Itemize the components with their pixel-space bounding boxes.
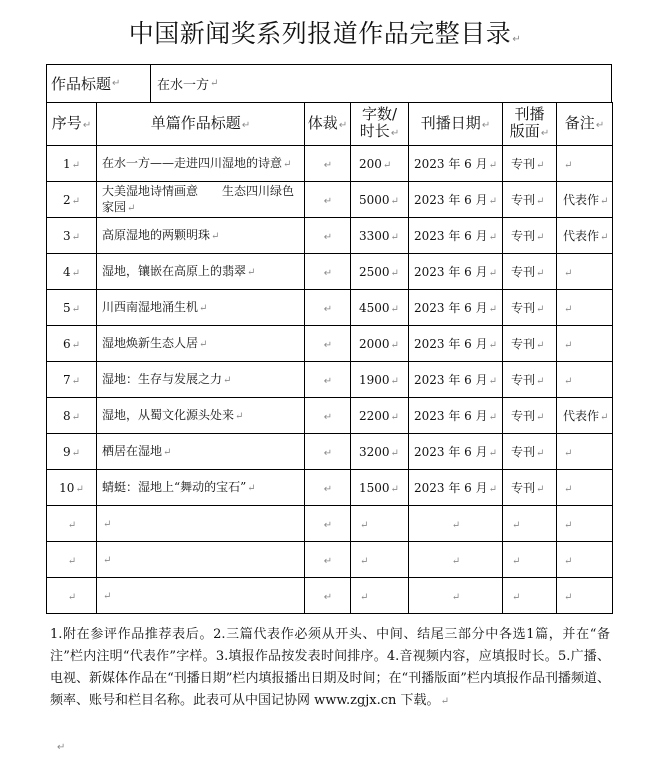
row-title — [97, 434, 305, 470]
table-row — [47, 146, 613, 182]
row-words-text: 4500 — [359, 300, 390, 315]
row-seq — [47, 362, 97, 398]
table-row — [47, 290, 613, 326]
table-header-row — [47, 103, 613, 146]
row-words — [351, 182, 409, 218]
paragraph-mark-icon: ↵ — [211, 230, 220, 242]
row-edition — [503, 290, 557, 326]
header-words: 字数/ 时长↵ — [351, 103, 409, 146]
paragraph-mark-icon: ↵ — [600, 232, 609, 243]
row-title-text: 在水一方——走进四川湿地的诗意 — [102, 155, 283, 170]
row-edition-text: 专刊 — [511, 481, 536, 495]
row-genre — [305, 218, 351, 254]
page-title: 中国新闻奖系列报道作品完整目录↵ — [128, 19, 522, 48]
row-edition-text: 专刊 — [511, 373, 536, 387]
paragraph-mark-icon: ↵ — [71, 195, 81, 207]
paragraph-mark-icon: ↵ — [360, 591, 369, 603]
paragraph-mark-icon: ↵ — [564, 303, 573, 315]
row-note-text: 代表作 — [563, 229, 600, 243]
row-seq-text: 4 — [62, 264, 71, 279]
row-note — [557, 506, 613, 542]
row-note-text: 代表作 — [563, 193, 600, 207]
row-seq — [47, 326, 97, 362]
row-words — [351, 146, 409, 182]
header-seq: 序号↵ — [47, 103, 97, 146]
paragraph-mark-icon: ↵ — [75, 483, 84, 495]
paragraph-mark-icon: ↵ — [247, 266, 256, 278]
paragraph-mark-icon: ↵ — [338, 119, 348, 131]
row-seq-text: 6 — [62, 336, 71, 351]
paragraph-mark-icon: ↵ — [536, 232, 545, 243]
work-title-row — [46, 64, 612, 102]
row-genre — [305, 506, 351, 542]
row-title — [97, 218, 305, 254]
paragraph-mark-icon: ↵ — [488, 304, 497, 315]
paragraph-mark-icon: ↵ — [440, 696, 449, 707]
table-row — [47, 218, 613, 254]
row-date — [409, 434, 503, 470]
paragraph-mark-icon: ↵ — [103, 518, 112, 530]
works-table — [46, 102, 613, 614]
paragraph-mark-icon: ↵ — [488, 412, 497, 423]
paragraph-mark-icon: ↵ — [323, 483, 333, 495]
row-genre — [305, 326, 351, 362]
table-row — [47, 506, 613, 542]
row-edition — [503, 326, 557, 362]
row-title — [97, 362, 305, 398]
row-words-text: 200 — [359, 156, 382, 171]
row-seq-text: 1 — [62, 156, 71, 171]
row-title-text: 蜻蜓：湿地上“舞动的宝石” — [102, 479, 247, 494]
row-edition — [503, 254, 557, 290]
header-edition: 刊播 版面↵ — [503, 103, 557, 146]
paragraph-mark-icon: ↵ — [103, 590, 112, 602]
row-words — [351, 362, 409, 398]
row-seq — [47, 542, 97, 578]
row-date — [409, 290, 503, 326]
paragraph-mark-icon: ↵ — [323, 159, 333, 171]
row-date-text: 2023 年 6 月 — [413, 157, 488, 171]
paragraph-mark-icon: ↵ — [488, 196, 497, 207]
row-genre — [305, 362, 351, 398]
row-words-text: 5000 — [359, 192, 390, 207]
header-note: 备注↵ — [557, 103, 613, 146]
row-seq-text: 3 — [62, 228, 71, 243]
paragraph-mark-icon: ↵ — [323, 231, 333, 243]
row-genre — [305, 182, 351, 218]
paragraph-mark-icon: ↵ — [323, 591, 333, 603]
row-title-text: 川西南湿地涌生机 — [102, 299, 199, 314]
paragraph-mark-icon: ↵ — [112, 78, 121, 89]
row-date-text: 2023 年 6 月 — [413, 265, 488, 279]
paragraph-mark-icon: ↵ — [536, 340, 545, 351]
row-edition-text: 专刊 — [511, 265, 536, 279]
row-title — [97, 254, 305, 290]
row-title-text: 大美湿地诗情画意 生态四川绿色家园 — [102, 183, 295, 214]
paragraph-mark-icon: ↵ — [564, 591, 573, 603]
paragraph-mark-icon: ↵ — [488, 484, 497, 495]
row-seq-text: 10 — [59, 480, 75, 495]
row-words-text: 3300 — [359, 228, 390, 243]
row-words — [351, 254, 409, 290]
row-title — [97, 470, 305, 506]
row-date — [409, 146, 503, 182]
paragraph-mark-icon: ↵ — [390, 128, 400, 139]
row-title — [97, 326, 305, 362]
row-genre — [305, 434, 351, 470]
work-title-label: 作品标题 ↵ — [47, 65, 151, 102]
row-date — [409, 362, 503, 398]
paragraph-mark-icon: ↵ — [323, 447, 333, 459]
paragraph-mark-icon: ↵ — [390, 303, 399, 315]
paragraph-mark-icon: ↵ — [512, 34, 522, 45]
paragraph-mark-icon: ↵ — [536, 160, 545, 171]
paragraph-mark-icon: ↵ — [564, 447, 573, 459]
row-note — [557, 146, 613, 182]
paragraph-mark-icon: ↵ — [390, 375, 399, 387]
row-note — [557, 470, 613, 506]
row-words — [351, 506, 409, 542]
row-note — [557, 542, 613, 578]
paragraph-mark-icon: ↵ — [512, 591, 521, 603]
paragraph-mark-icon: ↵ — [71, 303, 81, 315]
table-row — [47, 542, 613, 578]
paragraph-mark-icon: ↵ — [390, 231, 399, 243]
row-edition-text: 专刊 — [511, 409, 536, 423]
paragraph-mark-icon: ↵ — [360, 555, 369, 567]
paragraph-mark-icon: ↵ — [71, 375, 81, 387]
row-title-text: 湿地，镶嵌在高原上的翡翠 — [102, 263, 247, 278]
row-edition — [503, 578, 557, 614]
paragraph-mark-icon: ↵ — [536, 196, 545, 207]
paragraph-mark-icon: ↵ — [67, 519, 77, 531]
paragraph-mark-icon: ↵ — [223, 374, 232, 386]
paragraph-mark-icon: ↵ — [600, 196, 609, 207]
row-date-text: 2023 年 6 月 — [413, 445, 488, 459]
paragraph-mark-icon: ↵ — [451, 555, 461, 567]
paragraph-mark-icon: ↵ — [451, 519, 461, 531]
paragraph-mark-icon: ↵ — [512, 555, 521, 567]
row-edition-text: 专刊 — [511, 193, 536, 207]
row-seq — [47, 470, 97, 506]
row-seq — [47, 578, 97, 614]
paragraph-mark-icon: ↵ — [595, 119, 605, 131]
row-words — [351, 470, 409, 506]
row-date — [409, 470, 503, 506]
paragraph-mark-icon: ↵ — [488, 448, 497, 459]
row-date — [409, 326, 503, 362]
paragraph-mark-icon: ↵ — [540, 128, 550, 139]
row-edition-text: 专刊 — [511, 337, 536, 351]
paragraph-mark-icon: ↵ — [481, 119, 491, 131]
row-note — [557, 398, 613, 434]
row-note — [557, 434, 613, 470]
row-seq — [47, 398, 97, 434]
row-seq — [47, 218, 97, 254]
paragraph-mark-icon: ↵ — [323, 195, 333, 207]
paragraph-mark-icon: ↵ — [57, 742, 66, 753]
row-seq-text: 7 — [62, 372, 71, 387]
row-genre — [305, 398, 351, 434]
paragraph-mark-icon: ↵ — [323, 411, 333, 423]
paragraph-mark-icon: ↵ — [536, 376, 545, 387]
row-date — [409, 506, 503, 542]
paragraph-mark-icon: ↵ — [323, 375, 333, 387]
paragraph-mark-icon: ↵ — [488, 376, 497, 387]
paragraph-mark-icon: ↵ — [103, 554, 112, 566]
row-note — [557, 290, 613, 326]
row-edition — [503, 218, 557, 254]
row-date-text: 2023 年 6 月 — [413, 337, 488, 351]
paragraph-mark-icon: ↵ — [564, 375, 573, 387]
paragraph-mark-icon: ↵ — [564, 339, 573, 351]
row-title-text: 湿地：生存与发展之力 — [102, 371, 223, 386]
row-edition — [503, 506, 557, 542]
paragraph-mark-icon: ↵ — [564, 267, 573, 279]
row-title — [97, 290, 305, 326]
row-edition-text: 专刊 — [511, 157, 536, 171]
header-date: 刊播日期↵ — [409, 103, 503, 146]
table-row — [47, 398, 613, 434]
row-words-text: 2500 — [359, 264, 390, 279]
row-date — [409, 578, 503, 614]
paragraph-mark-icon: ↵ — [199, 302, 208, 314]
row-words-text: 2000 — [359, 336, 390, 351]
row-words-text: 1500 — [359, 480, 390, 495]
paragraph-mark-icon: ↵ — [71, 231, 81, 243]
row-seq — [47, 290, 97, 326]
paragraph-mark-icon: ↵ — [564, 159, 573, 171]
row-title-text: 栖居在湿地 — [102, 443, 163, 458]
paragraph-mark-icon: ↵ — [512, 519, 521, 531]
row-title — [97, 398, 305, 434]
paragraph-mark-icon: ↵ — [71, 267, 81, 279]
paragraph-mark-icon: ↵ — [488, 232, 497, 243]
row-genre — [305, 254, 351, 290]
paragraph-mark-icon: ↵ — [390, 195, 399, 207]
row-date-text: 2023 年 6 月 — [413, 301, 488, 315]
row-genre — [305, 146, 351, 182]
row-note — [557, 578, 613, 614]
row-seq — [47, 182, 97, 218]
row-title — [97, 542, 305, 578]
paragraph-mark-icon: ↵ — [323, 339, 333, 351]
row-edition — [503, 542, 557, 578]
row-date — [409, 182, 503, 218]
paragraph-mark-icon: ↵ — [199, 338, 208, 350]
paragraph-mark-icon: ↵ — [536, 484, 545, 495]
row-edition — [503, 362, 557, 398]
row-seq-text: 8 — [62, 408, 71, 423]
row-edition-text: 专刊 — [511, 301, 536, 315]
row-words — [351, 218, 409, 254]
paragraph-mark-icon: ↵ — [71, 411, 81, 423]
row-words — [351, 290, 409, 326]
paragraph-mark-icon: ↵ — [71, 159, 81, 171]
row-date-text: 2023 年 6 月 — [413, 373, 488, 387]
table-row — [47, 578, 613, 614]
row-words — [351, 578, 409, 614]
row-edition — [503, 182, 557, 218]
row-note-text: 代表作 — [563, 409, 600, 423]
paragraph-mark-icon: ↵ — [488, 268, 497, 279]
row-words-text: 1900 — [359, 372, 390, 387]
row-date-text: 2023 年 6 月 — [413, 193, 488, 207]
row-edition — [503, 434, 557, 470]
paragraph-mark-icon: ↵ — [127, 202, 136, 214]
row-date — [409, 254, 503, 290]
notes-paragraph: 1.附在参评作品推荐表后。2.三篇代表作必须从开头、中间、结尾三部分中各选1篇，并在“备注”栏内注明“代表作”字样。3.填报作品按发表时间排序。4.音视频内容，应填报时长。5.广播、电视、新媒体作品在“刊播日期”栏内填报播出日期及时间；在“刊播版面”栏内填报作品刊播频道、频率、账号和栏目名称。此表可从中国记协网 www.zgjx.cn 下载。↵ — [50, 627, 610, 708]
table-row — [47, 182, 613, 218]
row-note — [557, 326, 613, 362]
row-title — [97, 578, 305, 614]
paragraph-mark-icon: ↵ — [241, 119, 251, 131]
paragraph-mark-icon: ↵ — [488, 160, 497, 171]
row-date-text: 2023 年 6 月 — [413, 409, 488, 423]
table-row — [47, 470, 613, 506]
row-genre — [305, 290, 351, 326]
paragraph-mark-icon: ↵ — [71, 447, 81, 459]
row-title-text: 湿地焕新生态人居 — [102, 335, 199, 350]
row-edition — [503, 470, 557, 506]
row-seq — [47, 254, 97, 290]
work-title-value: 在水一方 ↵ — [157, 78, 219, 93]
paragraph-mark-icon: ↵ — [210, 78, 219, 89]
table-row — [47, 434, 613, 470]
row-seq-text: 2 — [62, 192, 71, 207]
row-genre — [305, 542, 351, 578]
paragraph-mark-icon: ↵ — [163, 446, 172, 458]
row-genre — [305, 470, 351, 506]
paragraph-mark-icon: ↵ — [564, 519, 573, 531]
paragraph-mark-icon: ↵ — [323, 267, 333, 279]
table-row — [47, 362, 613, 398]
paragraph-mark-icon: ↵ — [235, 410, 244, 422]
row-seq-text: 9 — [62, 444, 71, 459]
row-title — [97, 146, 305, 182]
paragraph-mark-icon: ↵ — [390, 411, 399, 423]
paragraph-mark-icon: ↵ — [67, 591, 77, 603]
paragraph-mark-icon: ↵ — [323, 555, 333, 567]
paragraph-mark-icon: ↵ — [488, 340, 497, 351]
paragraph-mark-icon: ↵ — [323, 303, 333, 315]
paragraph-mark-icon: ↵ — [360, 519, 369, 531]
row-seq-text: 5 — [62, 300, 71, 315]
paragraph-mark-icon: ↵ — [247, 482, 256, 494]
row-date — [409, 542, 503, 578]
paragraph-mark-icon: ↵ — [82, 119, 92, 131]
paragraph-mark-icon: ↵ — [323, 519, 333, 531]
paragraph-mark-icon: ↵ — [67, 555, 77, 567]
row-words — [351, 326, 409, 362]
row-title — [97, 182, 305, 218]
row-edition-text: 专刊 — [511, 445, 536, 459]
row-words-text: 3200 — [359, 444, 390, 459]
row-seq — [47, 146, 97, 182]
table-row — [47, 254, 613, 290]
row-title-text: 高原湿地的两颗明珠 — [102, 227, 211, 242]
row-edition — [503, 146, 557, 182]
row-edition — [503, 398, 557, 434]
row-date-text: 2023 年 6 月 — [413, 229, 488, 243]
row-words-text: 2200 — [359, 408, 390, 423]
row-date — [409, 218, 503, 254]
row-edition-text: 专刊 — [511, 229, 536, 243]
paragraph-mark-icon: ↵ — [382, 159, 392, 171]
paragraph-mark-icon: ↵ — [536, 268, 545, 279]
row-words — [351, 542, 409, 578]
paragraph-mark-icon: ↵ — [390, 447, 399, 459]
row-note — [557, 182, 613, 218]
row-words — [351, 434, 409, 470]
row-title — [97, 506, 305, 542]
row-note — [557, 254, 613, 290]
paragraph-mark-icon: ↵ — [390, 339, 399, 351]
header-genre: 体裁↵ — [305, 103, 351, 146]
row-note — [557, 362, 613, 398]
table-row — [47, 326, 613, 362]
row-genre — [305, 578, 351, 614]
paragraph-mark-icon: ↵ — [390, 267, 399, 279]
row-seq — [47, 506, 97, 542]
row-date-text: 2023 年 6 月 — [413, 481, 488, 495]
header-title: 单篇作品标题↵ — [97, 103, 305, 146]
row-seq — [47, 434, 97, 470]
paragraph-mark-icon: ↵ — [283, 158, 292, 170]
row-words — [351, 398, 409, 434]
paragraph-mark-icon: ↵ — [71, 339, 81, 351]
paragraph-mark-icon: ↵ — [451, 591, 461, 603]
paragraph-mark-icon: ↵ — [600, 412, 609, 423]
row-note — [557, 218, 613, 254]
paragraph-mark-icon: ↵ — [536, 412, 545, 423]
paragraph-mark-icon: ↵ — [536, 304, 545, 315]
paragraph-mark-icon: ↵ — [564, 483, 573, 495]
paragraph-mark-icon: ↵ — [536, 448, 545, 459]
paragraph-mark-icon: ↵ — [390, 483, 399, 495]
row-date — [409, 398, 503, 434]
paragraph-mark-icon: ↵ — [564, 555, 573, 567]
row-title-text: 湿地，从蜀文化源头处来 — [102, 407, 235, 422]
